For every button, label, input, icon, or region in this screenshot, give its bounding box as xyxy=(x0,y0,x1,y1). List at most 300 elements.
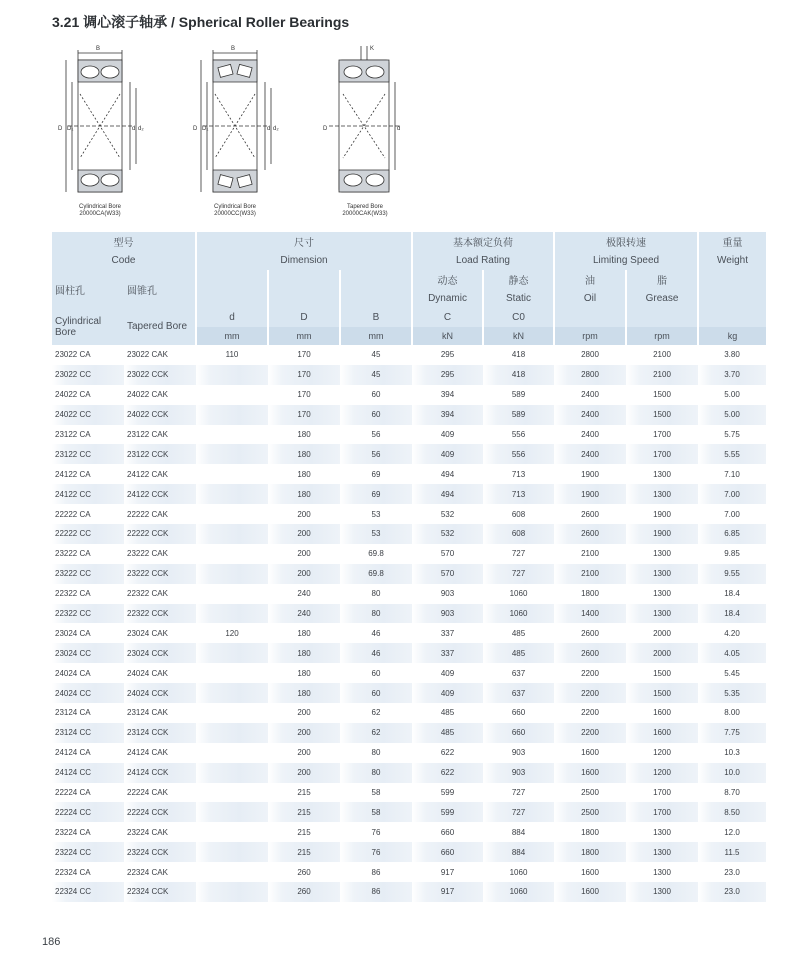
svg-text:d: d xyxy=(132,126,136,132)
cell-bore-d xyxy=(196,584,268,604)
cell-tapered-code: 24022 CCK xyxy=(124,405,196,425)
header-blank xyxy=(554,308,626,327)
cell-weight: 9.85 xyxy=(724,549,740,559)
table-row xyxy=(52,484,766,504)
cell-cylindrical-code: 23024 CC xyxy=(52,643,124,663)
cell-cylindrical-code: 22222 CA xyxy=(55,509,91,519)
table-row xyxy=(52,345,766,365)
svg-text:d₂: d₂ xyxy=(138,126,144,132)
header-unit: kg xyxy=(698,327,766,345)
table-row xyxy=(52,882,766,902)
svg-text:D₁: D₁ xyxy=(202,126,209,132)
cell-tapered-code: 23024 CAK xyxy=(127,628,168,638)
page-number: 186 xyxy=(42,936,61,948)
cell-dynamic-C: 494 xyxy=(440,469,455,479)
cell-bore-d xyxy=(196,663,268,683)
header-unit: kN xyxy=(483,327,554,345)
table-row xyxy=(52,783,766,803)
cell-dynamic-C: 295 xyxy=(412,365,483,385)
cell-oil-speed: 1900 xyxy=(554,484,626,504)
cell-tapered-code: 24124 CAK xyxy=(127,748,168,758)
cell-dynamic-C: 903 xyxy=(412,604,483,624)
cell-oil-speed: 2200 xyxy=(554,723,626,743)
cell-width-B: 56 xyxy=(340,444,412,464)
cell-tapered-code: 23124 CCK xyxy=(124,723,196,743)
table-row xyxy=(52,862,766,882)
table-row xyxy=(52,763,766,783)
header-tapered-cn: 圆锥孔 xyxy=(124,270,196,308)
cell-cylindrical-code: 23222 CC xyxy=(52,564,124,584)
cell-grease-speed: 1600 xyxy=(626,723,698,743)
cell-dynamic-C: 622 xyxy=(440,748,455,758)
cell-outer-D: 260 xyxy=(268,882,340,902)
cell-tapered-code: 22322 CAK xyxy=(127,589,168,599)
cell-dynamic-C: 570 xyxy=(412,564,483,584)
cell-bore-d xyxy=(196,405,268,425)
cell-grease-speed: 1300 xyxy=(626,564,698,584)
cell-bore-d xyxy=(196,822,268,842)
cell-dynamic-C: 409 xyxy=(412,444,483,464)
cell-width-B: 53 xyxy=(340,524,412,544)
cell-outer-D: 200 xyxy=(268,723,340,743)
cell-weight: 18.4 xyxy=(698,604,766,624)
cell-tapered-code: 24022 CAK xyxy=(127,390,168,400)
cell-oil-speed: 1600 xyxy=(554,882,626,902)
cell-weight: 10.3 xyxy=(724,748,740,758)
cell-dynamic-C: 409 xyxy=(440,668,455,678)
cell-weight: 8.00 xyxy=(724,708,740,718)
cell-static-C0: 660 xyxy=(511,708,526,718)
cell-tapered-code: 23124 CAK xyxy=(127,708,168,718)
cell-oil-speed: 2600 xyxy=(581,509,599,519)
cell-dynamic-C: 337 xyxy=(412,643,483,663)
cell-oil-speed: 2600 xyxy=(581,628,599,638)
cell-dynamic-C: 903 xyxy=(440,589,455,599)
cell-outer-D: 240 xyxy=(297,589,311,599)
cell-dynamic-C: 660 xyxy=(412,842,483,862)
cell-cylindrical-code: 23222 CA xyxy=(55,549,91,559)
cell-width-B: 69 xyxy=(340,484,412,504)
cell-width-B: 62 xyxy=(371,708,381,718)
cell-cylindrical-code: 23122 CA xyxy=(55,430,91,439)
cell-grease-speed: 1300 xyxy=(626,882,698,902)
cell-outer-D: 180 xyxy=(268,444,340,464)
table-row xyxy=(52,623,766,643)
header-model-en: Code xyxy=(52,251,196,270)
cell-outer-D: 170 xyxy=(297,350,311,360)
cell-oil-speed: 2600 xyxy=(554,643,626,663)
cell-static-C0: 485 xyxy=(483,643,554,663)
header-blank xyxy=(268,270,340,308)
header-symbol-C: C xyxy=(412,308,483,327)
bearing-drawings xyxy=(50,42,750,227)
cell-width-B: 60 xyxy=(371,390,381,400)
header-grease-en: Grease xyxy=(626,289,698,308)
cell-grease-speed: 1300 xyxy=(653,867,671,877)
header-speed-cn: 极限转速 xyxy=(554,232,698,251)
cell-bore-d xyxy=(196,783,268,803)
cell-grease-speed: 1500 xyxy=(626,683,698,703)
cell-oil-speed: 2400 xyxy=(554,444,626,464)
table-row xyxy=(52,703,766,723)
header-weight-en: Weight xyxy=(698,251,766,270)
cell-grease-speed: 2000 xyxy=(626,643,698,663)
table-row xyxy=(52,643,766,663)
cell-static-C0: 589 xyxy=(483,405,554,425)
cell-tapered-code: 23022 CCK xyxy=(124,365,196,385)
cell-dynamic-C: 394 xyxy=(440,390,455,400)
cell-oil-speed: 2200 xyxy=(554,683,626,703)
cell-tapered-code: 24024 CCK xyxy=(124,683,196,703)
cell-outer-D: 200 xyxy=(268,524,340,544)
cell-oil-speed: 2500 xyxy=(554,802,626,822)
cell-weight: 7.00 xyxy=(698,484,766,504)
header-symbol-D: D xyxy=(268,308,340,327)
cell-cylindrical-code: 23224 CC xyxy=(52,842,124,862)
cell-grease-speed: 1200 xyxy=(626,763,698,783)
cell-tapered-code: 23222 CAK xyxy=(127,549,168,559)
cell-oil-speed: 2500 xyxy=(581,788,599,798)
cell-outer-D: 180 xyxy=(268,643,340,663)
table-row xyxy=(52,524,766,544)
cell-weight: 5.75 xyxy=(724,430,740,439)
svg-text:B: B xyxy=(231,46,236,52)
table-row xyxy=(52,604,766,624)
cell-dynamic-C: 622 xyxy=(412,763,483,783)
bearing-spec-table xyxy=(52,232,766,902)
header-tapered-en: Tapered Bore xyxy=(124,308,196,345)
cell-static-C0: 485 xyxy=(511,628,526,638)
cell-bore-d xyxy=(196,763,268,783)
cell-bore-d xyxy=(196,524,268,544)
table-row xyxy=(52,504,766,524)
cell-dynamic-C: 570 xyxy=(440,549,455,559)
header-blank xyxy=(196,270,268,308)
table-row xyxy=(52,444,766,464)
cell-tapered-code: 22324 CAK xyxy=(127,867,168,877)
cell-grease-speed: 1300 xyxy=(626,484,698,504)
cell-oil-speed: 2100 xyxy=(581,549,599,559)
cell-width-B: 46 xyxy=(340,643,412,663)
cell-oil-speed: 2100 xyxy=(554,564,626,584)
cell-dynamic-C: 532 xyxy=(440,509,455,519)
header-unit: rpm xyxy=(554,327,626,345)
cell-static-C0: 660 xyxy=(483,723,554,743)
header-row-sub-cn xyxy=(52,270,766,289)
cell-grease-speed: 1300 xyxy=(653,827,671,837)
cell-cylindrical-code: 23022 CC xyxy=(52,365,124,385)
header-cylindrical-cn: 圆柱孔 xyxy=(52,270,124,308)
cell-outer-D: 260 xyxy=(297,867,311,877)
cell-tapered-code: 23222 CCK xyxy=(124,564,196,584)
cell-bore-d xyxy=(196,604,268,624)
cell-static-C0: 884 xyxy=(483,842,554,862)
cell-outer-D: 170 xyxy=(268,365,340,385)
cell-cylindrical-code: 24124 CA xyxy=(55,748,91,758)
header-oil-cn: 油 xyxy=(554,270,626,289)
cell-grease-speed: 1700 xyxy=(626,802,698,822)
cell-oil-speed: 1600 xyxy=(554,763,626,783)
svg-text:B: B xyxy=(96,46,101,52)
cell-bore-d: 110 xyxy=(225,350,239,360)
cell-weight: 7.10 xyxy=(724,469,740,479)
cell-grease-speed: 1900 xyxy=(653,509,671,519)
table-row xyxy=(52,802,766,822)
cell-dynamic-C: 917 xyxy=(412,882,483,902)
cell-width-B: 62 xyxy=(340,723,412,743)
cell-oil-speed: 1800 xyxy=(581,827,599,837)
cell-tapered-code: 23224 CAK xyxy=(127,827,168,837)
cell-width-B: 60 xyxy=(371,668,381,678)
cell-static-C0: 884 xyxy=(511,827,526,837)
cell-static-C0: 903 xyxy=(511,748,526,758)
header-speed-en: Limiting Speed xyxy=(554,251,698,270)
cell-bore-d xyxy=(196,703,268,723)
cell-oil-speed: 1400 xyxy=(554,604,626,624)
cell-width-B: 80 xyxy=(371,589,381,599)
cell-dynamic-C: 917 xyxy=(440,867,455,877)
bearing-section-drawing xyxy=(315,42,415,202)
cell-grease-speed: 1300 xyxy=(653,469,671,479)
cell-static-C0: 589 xyxy=(511,390,526,400)
cell-outer-D: 240 xyxy=(268,604,340,624)
header-dynamic-cn: 动态 xyxy=(412,270,483,289)
cell-grease-speed: 1500 xyxy=(653,668,671,678)
cell-bore-d xyxy=(196,425,268,445)
cell-outer-D: 215 xyxy=(268,842,340,862)
svg-text:K: K xyxy=(370,46,375,52)
cell-bore-d xyxy=(196,723,268,743)
table-row xyxy=(52,464,766,484)
cell-width-B: 69.8 xyxy=(368,549,384,559)
cell-oil-speed: 2800 xyxy=(581,350,599,360)
cell-static-C0: 727 xyxy=(483,564,554,584)
cell-cylindrical-code: 23022 CA xyxy=(55,350,91,360)
cell-weight: 3.80 xyxy=(724,350,740,360)
header-row-en xyxy=(52,251,766,270)
table-row xyxy=(52,842,766,862)
cell-oil-speed: 1900 xyxy=(581,469,599,479)
cell-static-C0: 903 xyxy=(483,763,554,783)
cell-grease-speed: 1300 xyxy=(653,589,671,599)
cell-outer-D: 180 xyxy=(268,484,340,504)
cell-grease-speed: 1500 xyxy=(653,390,671,400)
svg-text:D: D xyxy=(193,126,198,132)
cell-grease-speed: 2100 xyxy=(626,365,698,385)
cell-bore-d xyxy=(196,802,268,822)
table-row xyxy=(52,584,766,604)
cell-bore-d xyxy=(196,862,268,882)
cell-weight: 5.55 xyxy=(698,444,766,464)
cell-dynamic-C: 532 xyxy=(412,524,483,544)
cell-width-B: 60 xyxy=(340,405,412,425)
cell-outer-D: 180 xyxy=(297,469,311,479)
cell-tapered-code: 23122 CCK xyxy=(124,444,196,464)
table-row xyxy=(52,544,766,564)
cell-tapered-code: 23224 CCK xyxy=(124,842,196,862)
page-title: 3.21 调心滚子轴承 / Spherical Roller Bearings xyxy=(52,14,350,30)
cell-cylindrical-code: 22324 CC xyxy=(52,882,124,902)
cell-dynamic-C: 660 xyxy=(440,827,455,837)
cell-outer-D: 180 xyxy=(297,628,311,638)
cell-oil-speed: 2200 xyxy=(581,708,599,718)
cell-bore-d xyxy=(196,464,268,484)
cell-weight: 9.55 xyxy=(698,564,766,584)
header-model-cn: 型号 xyxy=(52,232,196,251)
cell-cylindrical-code: 24022 CA xyxy=(55,390,91,400)
cell-static-C0: 727 xyxy=(511,788,526,798)
cell-tapered-code: 22222 CCK xyxy=(124,524,196,544)
table-row xyxy=(52,365,766,385)
cell-oil-speed: 2600 xyxy=(554,524,626,544)
cell-static-C0: 1060 xyxy=(509,589,528,599)
header-blank xyxy=(340,270,412,308)
svg-text:D₁: D₁ xyxy=(67,126,74,132)
figure-caption: Cylindrical Bore 20000CA(W33) xyxy=(78,204,121,217)
header-grease-cn: 脂 xyxy=(626,270,698,289)
cell-cylindrical-code: 24122 CA xyxy=(55,469,91,479)
cell-grease-speed: 1300 xyxy=(626,842,698,862)
cell-tapered-code: 24122 CCK xyxy=(124,484,196,504)
header-blank xyxy=(698,308,766,327)
cell-bore-d xyxy=(196,743,268,763)
bearing-drawing-ca xyxy=(50,42,150,218)
cell-width-B: 76 xyxy=(340,842,412,862)
cell-weight: 8.70 xyxy=(724,788,740,798)
cell-outer-D: 180 xyxy=(297,668,311,678)
cell-outer-D: 215 xyxy=(297,827,311,837)
cell-dynamic-C: 394 xyxy=(412,405,483,425)
cell-weight: 23.0 xyxy=(724,867,740,877)
table-row xyxy=(52,405,766,425)
cell-outer-D: 170 xyxy=(297,390,311,400)
cell-width-B: 69 xyxy=(371,469,381,479)
cell-cylindrical-code: 22224 CC xyxy=(52,802,124,822)
cell-bore-d xyxy=(196,504,268,524)
bearing-section-drawing xyxy=(50,42,150,202)
cell-width-B: 46 xyxy=(371,628,381,638)
header-symbol-d: d xyxy=(196,308,268,327)
table-row xyxy=(52,743,766,763)
header-cylindrical-en: Cylindrical Bore xyxy=(52,308,124,345)
cell-cylindrical-code: 23024 CA xyxy=(55,628,91,638)
cell-width-B: 45 xyxy=(340,365,412,385)
cell-static-C0: 1060 xyxy=(509,867,528,877)
header-load-en: Load Rating xyxy=(412,251,554,270)
cell-weight: 23.0 xyxy=(698,882,766,902)
cell-static-C0: 713 xyxy=(483,484,554,504)
cell-tapered-code: 23122 CAK xyxy=(127,430,168,439)
figure-caption: Cylindrical Bore 20000CC(W33) xyxy=(213,204,256,217)
cell-tapered-code: 22224 CAK xyxy=(127,788,168,798)
cell-dynamic-C: 599 xyxy=(440,788,455,798)
cell-outer-D: 180 xyxy=(297,430,311,439)
header-dynamic-en: Dynamic xyxy=(412,289,483,308)
cell-tapered-code: 22222 CAK xyxy=(127,509,168,519)
cell-dynamic-C: 485 xyxy=(440,708,455,718)
cell-weight: 6.85 xyxy=(698,524,766,544)
cell-tapered-code: 23024 CCK xyxy=(124,643,196,663)
header-weight-cn: 重量 xyxy=(698,232,766,251)
cell-bore-d xyxy=(196,365,268,385)
header-row-symbols xyxy=(52,308,766,327)
cell-static-C0: 637 xyxy=(483,683,554,703)
cell-cylindrical-code: 24024 CC xyxy=(52,683,124,703)
cell-cylindrical-code: 24122 CC xyxy=(52,484,124,504)
cell-static-C0: 1060 xyxy=(483,604,554,624)
cell-grease-speed: 1300 xyxy=(626,604,698,624)
cell-outer-D: 200 xyxy=(297,509,311,519)
cell-static-C0: 556 xyxy=(511,430,526,439)
cell-oil-speed: 2400 xyxy=(581,430,599,439)
cell-outer-D: 200 xyxy=(268,564,340,584)
cell-width-B: 58 xyxy=(340,802,412,822)
table-row xyxy=(52,663,766,683)
header-unit: kN xyxy=(412,327,483,345)
cell-width-B: 58 xyxy=(371,788,381,798)
cell-static-C0: 713 xyxy=(511,469,526,479)
cell-tapered-code: 22324 CCK xyxy=(124,882,196,902)
cell-weight: 5.00 xyxy=(698,405,766,425)
cell-grease-speed: 2100 xyxy=(653,350,671,360)
cell-cylindrical-code: 23124 CC xyxy=(52,723,124,743)
cell-weight: 18.4 xyxy=(724,589,740,599)
header-blank xyxy=(626,308,698,327)
header-unit: mm xyxy=(340,327,412,345)
cell-grease-speed: 1600 xyxy=(653,708,671,718)
cell-tapered-code: 22322 CCK xyxy=(124,604,196,624)
cell-bore-d xyxy=(196,544,268,564)
header-row-cn xyxy=(52,232,766,251)
cell-tapered-code: 24124 CCK xyxy=(124,763,196,783)
cell-static-C0: 418 xyxy=(511,350,526,360)
cell-cylindrical-code: 22322 CA xyxy=(55,589,91,599)
cell-static-C0: 608 xyxy=(511,509,526,519)
cell-weight: 10.0 xyxy=(698,763,766,783)
cell-bore-d xyxy=(196,484,268,504)
header-static-en: Static xyxy=(483,289,554,308)
svg-text:d: d xyxy=(267,126,271,132)
cell-dynamic-C: 295 xyxy=(440,350,455,360)
cell-tapered-code: 23022 CAK xyxy=(127,350,168,360)
cell-outer-D: 215 xyxy=(268,802,340,822)
svg-text:d: d xyxy=(397,126,401,132)
cell-bore-d xyxy=(196,882,268,902)
cell-weight: 7.75 xyxy=(698,723,766,743)
cell-oil-speed: 2400 xyxy=(581,390,599,400)
cell-tapered-code: 24024 CAK xyxy=(127,668,168,678)
cell-cylindrical-code: 22324 CA xyxy=(55,867,91,877)
cell-weight: 7.00 xyxy=(724,509,740,519)
cell-bore-d xyxy=(196,444,268,464)
header-load-cn: 基本额定负荷 xyxy=(412,232,554,251)
cell-weight: 5.00 xyxy=(724,390,740,400)
cell-weight: 11.5 xyxy=(698,842,766,862)
cell-grease-speed: 1500 xyxy=(626,405,698,425)
table-body xyxy=(52,345,766,902)
cell-grease-speed: 1700 xyxy=(626,444,698,464)
cell-bore-d: 120 xyxy=(225,628,239,638)
cell-weight: 4.20 xyxy=(724,628,740,638)
cell-cylindrical-code: 23224 CA xyxy=(55,827,91,837)
cell-cylindrical-code: 23124 CA xyxy=(55,708,91,718)
cell-cylindrical-code: 24022 CC xyxy=(52,405,124,425)
cell-weight: 5.35 xyxy=(698,683,766,703)
cell-dynamic-C: 337 xyxy=(440,628,455,638)
cell-oil-speed: 1600 xyxy=(581,748,599,758)
header-dimension-cn: 尺寸 xyxy=(196,232,412,251)
bearing-drawing-cc xyxy=(185,42,285,218)
